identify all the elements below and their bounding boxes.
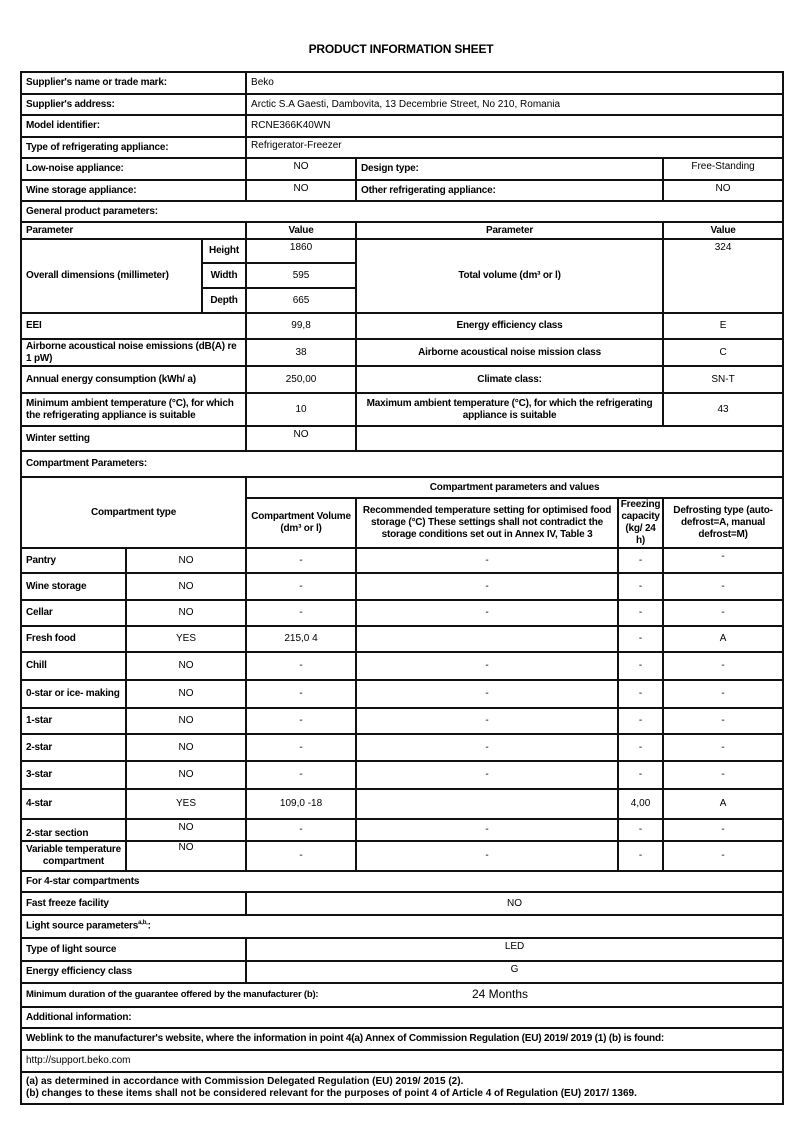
compartment-row bbox=[21, 626, 783, 652]
height-value: 1860 bbox=[246, 239, 356, 263]
general-header-row bbox=[21, 222, 783, 239]
compartment-defrost: - bbox=[663, 761, 783, 789]
compartment-defrost: - bbox=[663, 708, 783, 734]
compartment-present: NO bbox=[126, 573, 246, 600]
light-type-label: Type of light source bbox=[21, 938, 246, 961]
fast-freeze-row bbox=[21, 892, 783, 915]
col-freezing-header: Freezing capacity (kg/ 24 h) bbox=[618, 498, 663, 548]
general-header-parameter: Parameter bbox=[21, 222, 246, 239]
noise-class-label: Airborne acoustical noise mission class bbox=[356, 339, 663, 366]
annual-energy-value: 250,00 bbox=[246, 366, 356, 393]
light-section-row bbox=[21, 915, 783, 938]
dimensions-height-row bbox=[21, 239, 783, 263]
compartment-present: YES bbox=[126, 789, 246, 819]
compartment-row bbox=[21, 761, 783, 789]
width-value: 595 bbox=[246, 263, 356, 288]
eei-row bbox=[21, 313, 783, 339]
light-footnote-ref: a,b, bbox=[138, 920, 148, 927]
compartment-freezing: - bbox=[618, 708, 663, 734]
compartment-defrost: - bbox=[663, 652, 783, 680]
additional-section-label: Additional information: bbox=[21, 1007, 783, 1028]
height-label: Height bbox=[202, 239, 246, 263]
annual-energy-label: Annual energy consumption (kWh/ a) bbox=[21, 366, 246, 393]
compartment-freezing: - bbox=[618, 548, 663, 573]
compartment-volume: - bbox=[246, 819, 356, 841]
compartment-row bbox=[21, 600, 783, 626]
compartment-present: NO bbox=[126, 819, 246, 841]
depth-value: 665 bbox=[246, 288, 356, 313]
low-noise-label: Low-noise appliance: bbox=[21, 158, 246, 180]
compartment-row bbox=[21, 708, 783, 734]
compartment-name: Pantry bbox=[21, 548, 126, 573]
appliance-type-value: Refrigerator-Freezer bbox=[246, 137, 783, 158]
weblink-url[interactable]: http://support.beko.com bbox=[21, 1050, 783, 1072]
appliance-type-row bbox=[21, 137, 783, 158]
compartment-name: 3-star bbox=[21, 761, 126, 789]
compartment-name: 4-star bbox=[21, 789, 126, 819]
page-title: PRODUCT INFORMATION SHEET bbox=[308, 42, 494, 56]
compartment-defrost: - bbox=[663, 841, 783, 871]
supplier-address-value: Arctic S.A Gaesti, Dambovita, 13 Decembrie Street, No 210, Romania bbox=[246, 94, 783, 115]
compartment-section-label: Compartment Parameters: bbox=[21, 451, 783, 477]
compartment-name: 2-star section bbox=[21, 819, 126, 841]
compartment-name: Fresh food bbox=[21, 626, 126, 652]
supplier-address-row bbox=[21, 94, 783, 115]
empty-cell bbox=[356, 426, 783, 451]
compartment-name: Wine storage bbox=[21, 573, 126, 600]
compartment-volume: - bbox=[246, 708, 356, 734]
compartment-group-header-row bbox=[21, 477, 783, 498]
compartment-volume: - bbox=[246, 548, 356, 573]
fast-freeze-value: NO bbox=[246, 892, 783, 915]
compartment-type-header: Compartment type bbox=[21, 477, 246, 548]
compartment-row bbox=[21, 841, 783, 871]
compartment-freezing: - bbox=[618, 652, 663, 680]
compartment-volume: - bbox=[246, 734, 356, 761]
compartment-present: NO bbox=[126, 708, 246, 734]
winter-label: Winter setting bbox=[21, 426, 246, 451]
model-label: Model identifier: bbox=[21, 115, 246, 137]
fast-freeze-label: Fast freeze facility bbox=[21, 892, 246, 915]
energy-class-value: E bbox=[663, 313, 783, 339]
model-row bbox=[21, 115, 783, 137]
compartment-name: 2-star bbox=[21, 734, 126, 761]
compartment-temp bbox=[356, 789, 618, 819]
light-class-row bbox=[21, 961, 783, 983]
wine-storage-row bbox=[21, 180, 783, 201]
general-header-value-2: Value bbox=[663, 222, 783, 239]
general-header-parameter-2: Parameter bbox=[356, 222, 663, 239]
general-section-label: General product parameters: bbox=[21, 201, 783, 222]
compartment-volume: - bbox=[246, 573, 356, 600]
product-information-table bbox=[20, 71, 784, 1105]
compartment-group-header: Compartment parameters and values bbox=[246, 477, 783, 498]
compartment-section-row bbox=[21, 451, 783, 477]
ambient-temp-row bbox=[21, 393, 783, 426]
weblink-label: Weblink to the manufacturer's website, where the information in point 4(a) Annex of Commission Regulation (EU) 2019/ 2019 (1) (b) is found: bbox=[21, 1028, 783, 1050]
footnotes-cell bbox=[21, 1072, 783, 1104]
total-volume-label: Total volume (dm³ or l) bbox=[356, 239, 663, 313]
col-defrost-header: Defrosting type (auto-defrost=A, manual defrost=M) bbox=[663, 498, 783, 548]
weblink-label-row bbox=[21, 1028, 783, 1050]
light-class-label: Energy efficiency class bbox=[21, 961, 246, 983]
light-class-value: G bbox=[246, 961, 783, 983]
compartment-freezing: - bbox=[618, 841, 663, 871]
guarantee-row bbox=[21, 983, 783, 1007]
compartment-freezing: - bbox=[618, 573, 663, 600]
compartment-volume: 215,0 4 bbox=[246, 626, 356, 652]
compartment-freezing: - bbox=[618, 819, 663, 841]
compartment-row bbox=[21, 734, 783, 761]
max-temp-label: Maximum ambient temperature (°C), for which the refrigerating appliance is suitable bbox=[356, 393, 663, 426]
additional-section-row bbox=[21, 1007, 783, 1028]
eei-label: EEI bbox=[21, 313, 246, 339]
supplier-name-row bbox=[21, 72, 783, 94]
supplier-address-label: Supplier's address: bbox=[21, 94, 246, 115]
dimensions-label: Overall dimensions (millimeter) bbox=[21, 239, 202, 313]
compartment-freezing: 4,00 bbox=[618, 789, 663, 819]
compartment-row bbox=[21, 680, 783, 708]
compartment-freezing: - bbox=[618, 680, 663, 708]
compartment-temp: - bbox=[356, 841, 618, 871]
model-value: RCNE366K40WN bbox=[246, 115, 783, 137]
compartment-row bbox=[21, 819, 783, 841]
compartment-temp: - bbox=[356, 600, 618, 626]
low-noise-value: NO bbox=[246, 158, 356, 180]
compartment-present: NO bbox=[126, 652, 246, 680]
compartment-defrost: - bbox=[663, 734, 783, 761]
compartment-present: NO bbox=[126, 548, 246, 573]
annual-energy-row bbox=[21, 366, 783, 393]
other-appliance-label: Other refrigerating appliance: bbox=[356, 180, 663, 201]
compartment-defrost: - bbox=[663, 600, 783, 626]
climate-class-label: Climate class: bbox=[356, 366, 663, 393]
width-label: Width bbox=[202, 263, 246, 288]
eei-value: 99,8 bbox=[246, 313, 356, 339]
compartment-defrost: A bbox=[663, 789, 783, 819]
compartment-row bbox=[21, 789, 783, 819]
compartment-freezing: - bbox=[618, 600, 663, 626]
compartment-present: NO bbox=[126, 761, 246, 789]
weblink-value-row bbox=[21, 1050, 783, 1072]
supplier-name-value: Beko bbox=[246, 72, 783, 94]
compartment-defrost: - bbox=[663, 819, 783, 841]
four-star-section-row bbox=[21, 871, 783, 892]
compartment-present: NO bbox=[126, 734, 246, 761]
compartment-defrost: A bbox=[663, 626, 783, 652]
compartment-name: Cellar bbox=[21, 600, 126, 626]
compartment-row bbox=[21, 652, 783, 680]
guarantee-value: 24 Months bbox=[472, 987, 529, 1001]
col-volume-header: Compartment Volume (dm³ or l) bbox=[246, 498, 356, 548]
compartment-present: NO bbox=[126, 841, 246, 871]
total-volume-value: 324 bbox=[663, 239, 783, 313]
compartment-temp: - bbox=[356, 573, 618, 600]
compartment-defrost: - bbox=[663, 548, 783, 573]
wine-storage-label: Wine storage appliance: bbox=[21, 180, 246, 201]
energy-class-label: Energy efficiency class bbox=[356, 313, 663, 339]
compartment-row bbox=[21, 573, 783, 600]
compartment-volume: - bbox=[246, 680, 356, 708]
compartment-freezing: - bbox=[618, 761, 663, 789]
winter-value: NO bbox=[246, 426, 356, 451]
compartment-present: YES bbox=[126, 626, 246, 652]
compartment-row bbox=[21, 548, 783, 573]
climate-class-value: SN-T bbox=[663, 366, 783, 393]
compartment-defrost: - bbox=[663, 680, 783, 708]
compartment-volume: - bbox=[246, 841, 356, 871]
compartment-name: 1-star bbox=[21, 708, 126, 734]
compartment-freezing: - bbox=[618, 734, 663, 761]
noise-row bbox=[21, 339, 783, 366]
low-noise-row bbox=[21, 158, 783, 180]
light-section-label: Light source parameters$^{a,b,}$: bbox=[21, 915, 783, 938]
light-type-value: LED bbox=[246, 938, 783, 961]
supplier-name-label: Supplier's name or trade mark: bbox=[21, 72, 246, 94]
compartment-temp: - bbox=[356, 761, 618, 789]
noise-value: 38 bbox=[246, 339, 356, 366]
compartment-name: Chill bbox=[21, 652, 126, 680]
noise-label: Airborne acoustical noise emissions (dB(A) re 1 pW) bbox=[21, 339, 246, 366]
min-temp-label: Minimum ambient temperature (°C), for which the refrigerating appliance is suitable bbox=[21, 393, 246, 426]
compartment-temp: - bbox=[356, 708, 618, 734]
design-type-value: Free-Standing bbox=[663, 158, 783, 180]
compartment-volume: - bbox=[246, 652, 356, 680]
compartment-temp: - bbox=[356, 548, 618, 573]
guarantee-cell bbox=[21, 983, 783, 1007]
footnote-a: (a) as determined in accordance with Commission Delegated Regulation (EU) 2019/ 2015 (2). bbox=[26, 1076, 464, 1087]
compartment-volume: - bbox=[246, 761, 356, 789]
appliance-type-label: Type of refrigerating appliance: bbox=[21, 137, 246, 158]
compartment-present: NO bbox=[126, 680, 246, 708]
general-header-value: Value bbox=[246, 222, 356, 239]
general-section-row bbox=[21, 201, 783, 222]
min-temp-value: 10 bbox=[246, 393, 356, 426]
winter-setting-row bbox=[21, 426, 783, 451]
footnote-b: (b) changes to these items shall not be considered relevant for the purposes of point 4 of Article 4 of Regulation (EU) 2017/ 1369. bbox=[26, 1088, 637, 1099]
light-type-row bbox=[21, 938, 783, 961]
compartment-temp: - bbox=[356, 652, 618, 680]
compartment-volume: - bbox=[246, 600, 356, 626]
compartment-present: NO bbox=[126, 600, 246, 626]
max-temp-value: 43 bbox=[663, 393, 783, 426]
col-temp-header: Recommended temperature setting for optimised food storage (°C) These settings shall not contradict the storage conditions set out in Annex IV, Table 3 bbox=[356, 498, 618, 548]
design-type-label: Design type: bbox=[356, 158, 663, 180]
compartment-temp: - bbox=[356, 819, 618, 841]
compartment-temp bbox=[356, 626, 618, 652]
four-star-section-label: For 4-star compartments bbox=[21, 871, 783, 892]
noise-class-value: C bbox=[663, 339, 783, 366]
compartment-name: Variable temperature compartment bbox=[21, 841, 126, 871]
guarantee-label: Minimum duration of the guarantee offered by the manufacturer (b): bbox=[26, 989, 319, 1000]
wine-storage-value: NO bbox=[246, 180, 356, 201]
footnotes-row bbox=[21, 1072, 783, 1104]
depth-label: Depth bbox=[202, 288, 246, 313]
compartment-name: 0-star or ice- making bbox=[21, 680, 126, 708]
compartment-defrost: - bbox=[663, 573, 783, 600]
compartment-temp: - bbox=[356, 734, 618, 761]
compartment-temp: - bbox=[356, 680, 618, 708]
compartment-freezing: - bbox=[618, 626, 663, 652]
compartment-volume: 109,0 -18 bbox=[246, 789, 356, 819]
other-appliance-value: NO bbox=[663, 180, 783, 201]
